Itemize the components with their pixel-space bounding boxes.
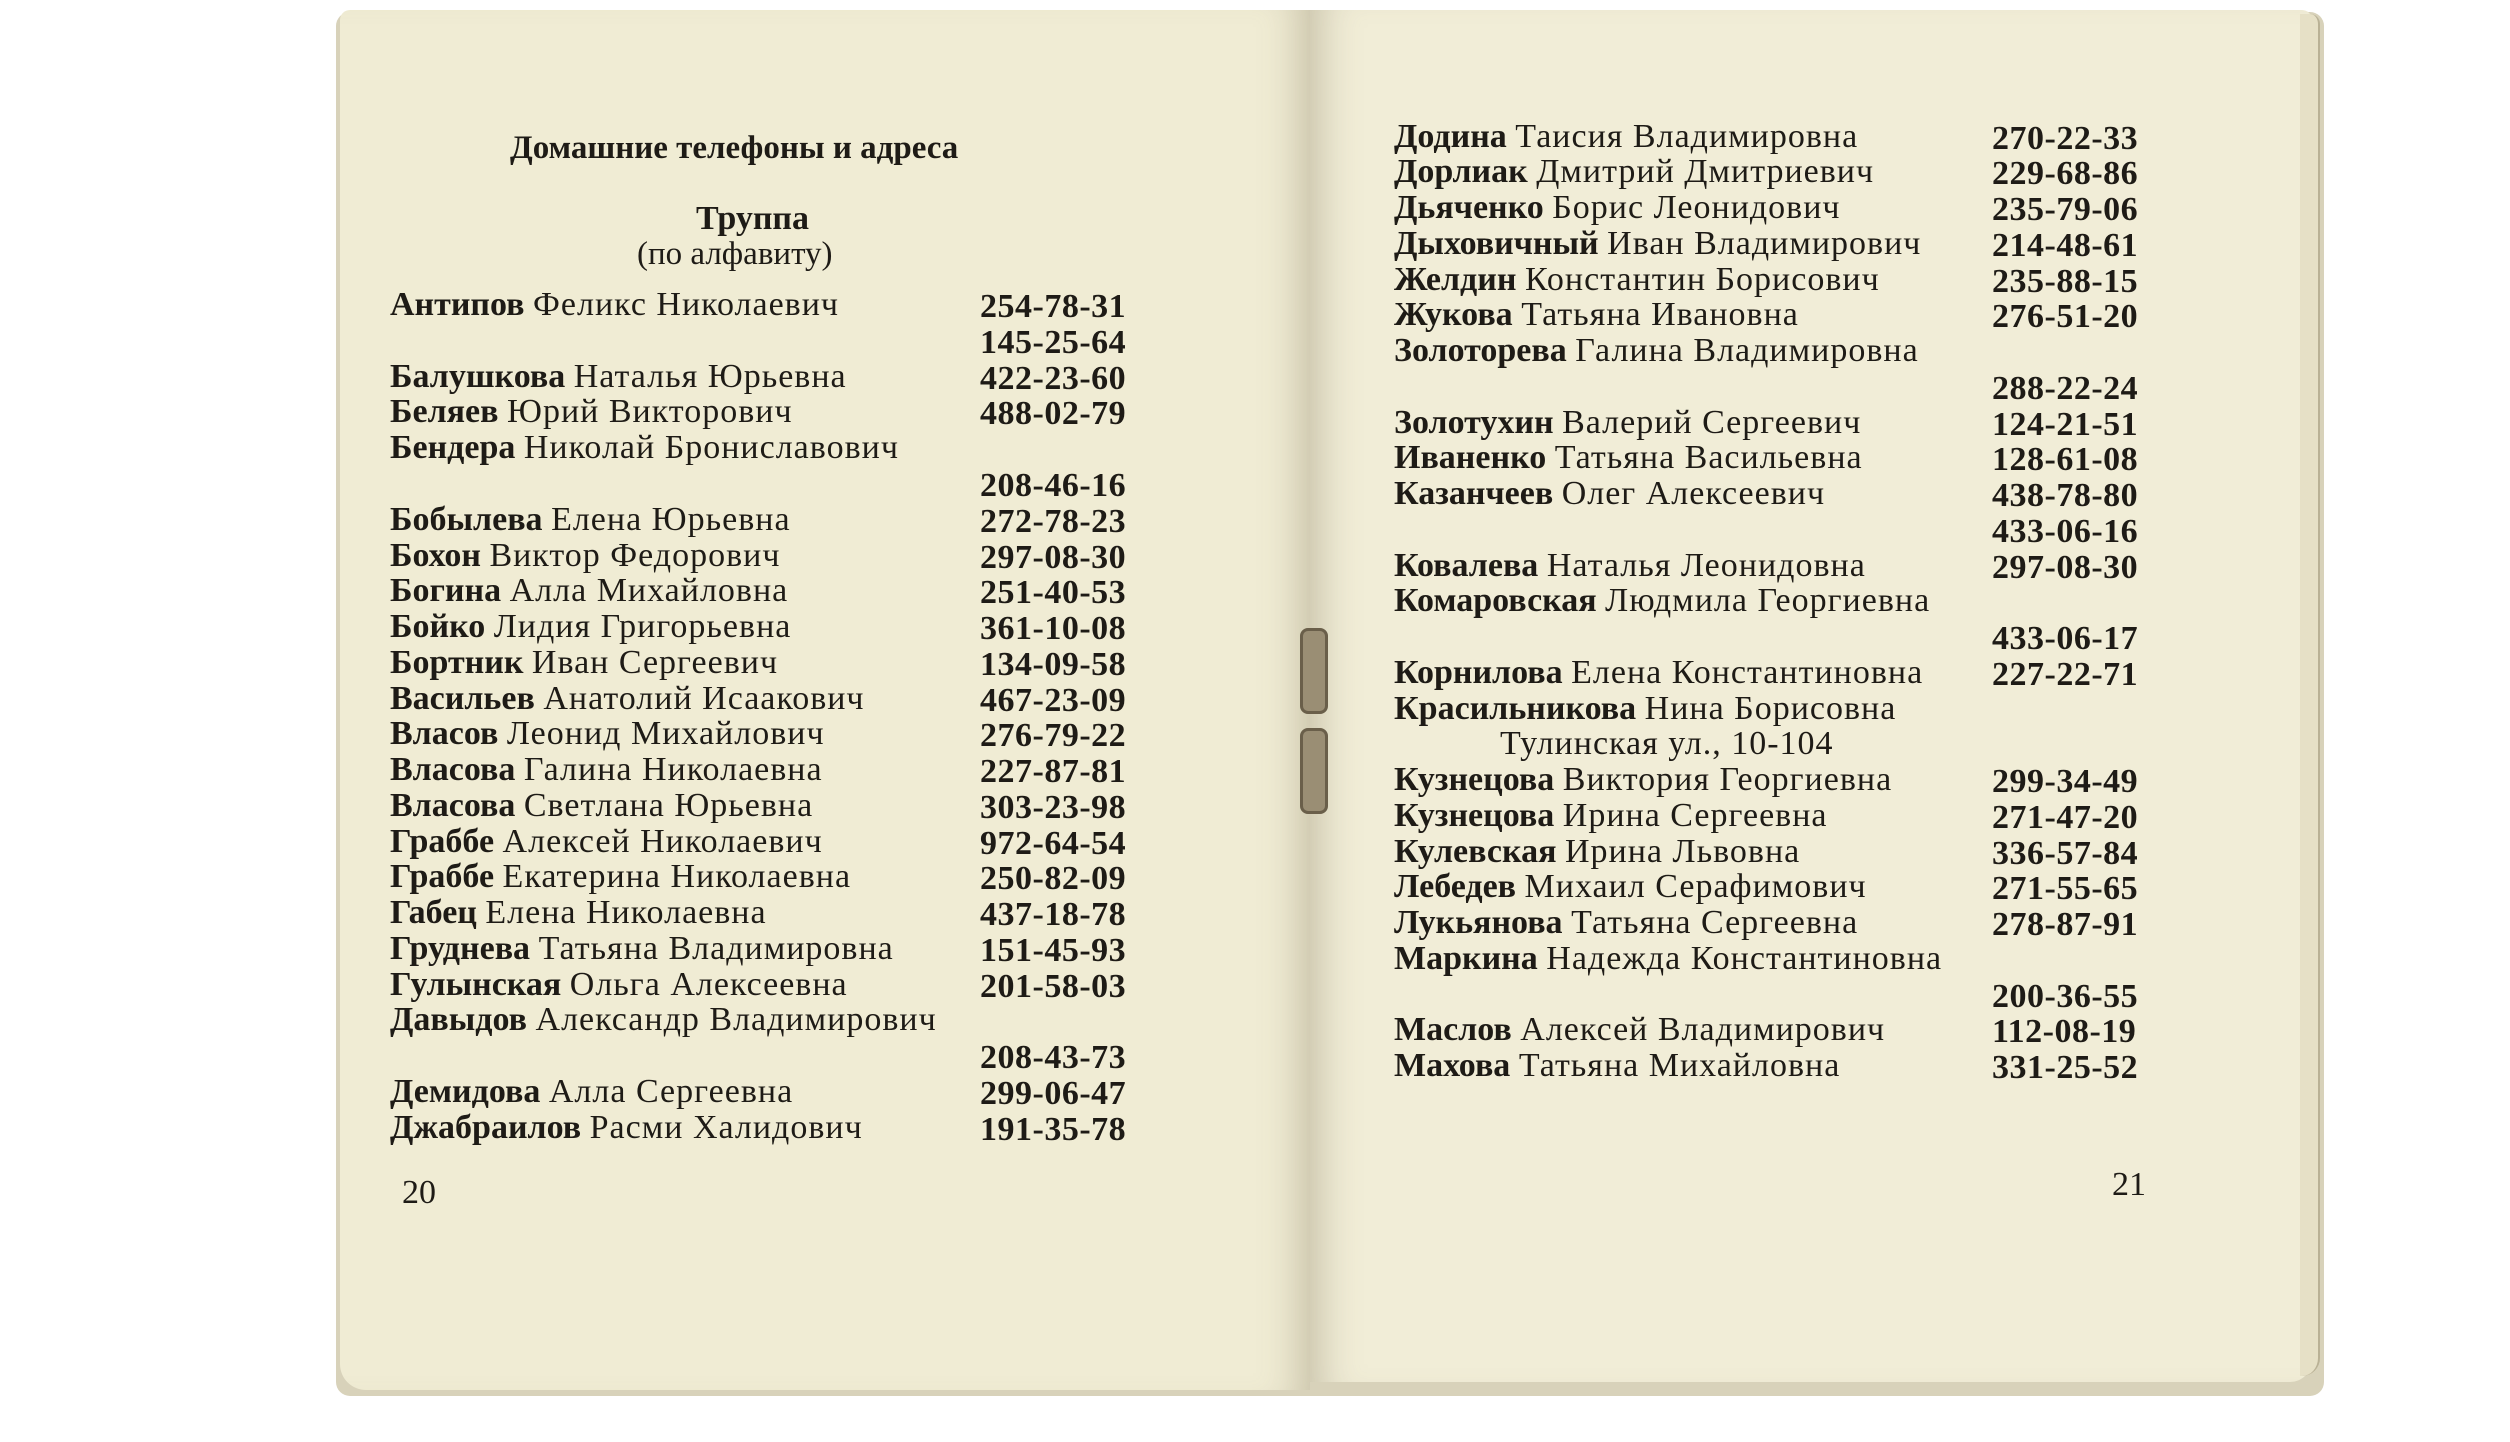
entry-surname: Балушкова — [390, 358, 566, 395]
entry-given-names: Олег Алексеевич — [1561, 475, 1826, 512]
entry-surname: Дыховичный — [1394, 225, 1599, 262]
entry-name — [390, 682, 865, 716]
entry-given-names: Алексей Владимирович — [1520, 1011, 1886, 1048]
entry-phone: 271-47-20 — [1992, 799, 2139, 836]
entry-name — [390, 646, 778, 680]
entry-surname: Васильев — [390, 680, 535, 717]
entry-phone: 145-25-64 — [980, 324, 1127, 361]
entry-surname: Жукова — [1394, 296, 1513, 333]
entry-surname: Красильникова — [1394, 690, 1637, 727]
entry-name — [1500, 727, 1834, 761]
entry-name — [390, 932, 894, 966]
entry-surname: Комаровская — [1394, 582, 1597, 619]
entry-given-names: Ирина Сергеевна — [1562, 797, 1828, 834]
entry-surname: Власова — [390, 787, 516, 824]
entry-given-names: Расми Халидович — [589, 1109, 863, 1146]
entry-phone: 437-18-78 — [980, 896, 1127, 933]
entry-name — [390, 717, 825, 751]
entry-surname: Бортник — [390, 644, 524, 681]
entry-phone: 272-78-23 — [980, 503, 1127, 540]
entry-given-names: Татьяна Сергеевна — [1571, 904, 1859, 941]
entry-given-names: Галина Владимировна — [1575, 332, 1919, 369]
entry-surname: Груднева — [390, 930, 531, 967]
entry-given-names: Екатерина Николаевна — [502, 858, 852, 895]
entry-name — [1394, 477, 1825, 511]
entry-name — [390, 395, 793, 429]
entry-surname: Махова — [1394, 1047, 1511, 1084]
entry-name — [1394, 155, 1874, 189]
entry-given-names: Дмитрий Дмитриевич — [1536, 153, 1875, 190]
entry-surname: Ковалева — [1394, 547, 1539, 584]
entry-phone: 124-21-51 — [1992, 406, 2139, 443]
entry-name — [1394, 120, 1858, 154]
staple-top — [1300, 628, 1328, 714]
entry-surname: Антипов — [390, 286, 525, 323]
entry-name — [1394, 1049, 1840, 1083]
entry-surname: Лукьянова — [1394, 904, 1563, 941]
entry-phone: 271-55-65 — [1992, 870, 2139, 907]
entry-name — [1394, 334, 1919, 368]
entry-name — [390, 896, 767, 930]
entry-name — [390, 610, 791, 644]
entry-given-names: Елена Николаевна — [485, 894, 767, 931]
entry-surname: Дорлиак — [1394, 153, 1528, 190]
entry-given-names: Иван Владимирович — [1607, 225, 1922, 262]
entry-phone: 297-08-30 — [1992, 549, 2139, 586]
entry-name — [1394, 441, 1863, 475]
entry-surname: Маслов — [1394, 1011, 1512, 1048]
entry-given-names: Борис Леонидович — [1552, 189, 1841, 226]
entry-given-names: Галина Николаевна — [523, 751, 823, 788]
entry-phone: 278-87-91 — [1992, 906, 2139, 943]
entry-phone: 251-40-53 — [980, 574, 1127, 611]
entry-phone: 299-34-49 — [1992, 763, 2139, 800]
entry-given-names: Александр Владимирович — [535, 1001, 937, 1038]
entry-given-names: Елена Юрьевна — [551, 501, 791, 538]
entry-given-names: Юрий Викторович — [507, 393, 793, 430]
entry-surname: Лебедев — [1394, 868, 1517, 905]
entry-phone: 303-23-98 — [980, 789, 1127, 826]
entry-name — [1394, 692, 1896, 726]
entry-given-names: Алла Сергеевна — [548, 1073, 794, 1110]
entry-surname: Кузнецова — [1394, 761, 1555, 798]
entry-given-names: Людмила Георгиевна — [1605, 582, 1931, 619]
entry-phone: 433-06-16 — [1992, 513, 2139, 550]
entry-phone: 214-48-61 — [1992, 227, 2139, 264]
entry-given-names: Константин Борисович — [1524, 261, 1880, 298]
entry-name — [390, 503, 791, 537]
page-edges — [2300, 14, 2320, 1376]
entry-phone: 276-79-22 — [980, 717, 1127, 754]
page-number-right: 21 — [2112, 1166, 2146, 1203]
entry-given-names: Алла Михайловна — [509, 572, 789, 609]
entry-name — [390, 968, 848, 1002]
entry-surname: Бендера — [390, 429, 516, 466]
staple-bottom — [1300, 728, 1328, 814]
entry-name — [1394, 763, 1892, 797]
entry-phone: 288-22-24 — [1992, 370, 2139, 407]
entry-name — [390, 431, 899, 465]
entry-surname: Корнилова — [1394, 654, 1563, 691]
entry-name — [390, 574, 788, 608]
entry-phone: 276-51-20 — [1992, 298, 2139, 335]
entry-name — [1394, 263, 1880, 297]
entry-surname: Джабраилов — [390, 1109, 582, 1146]
entry-phone: 361-10-08 — [980, 610, 1127, 647]
entry-name — [390, 539, 780, 573]
entry-surname: Дьяченко — [1394, 189, 1544, 226]
entry-phone: 227-22-71 — [1992, 656, 2139, 693]
entry-name — [390, 1003, 937, 1037]
entry-name — [390, 825, 823, 859]
entry-surname: Кузнецова — [1394, 797, 1555, 834]
entry-phone: 250-82-09 — [980, 860, 1127, 897]
entry-phone: 200-36-55 — [1992, 978, 2139, 1015]
group-subtitle: (по алфавиту) — [637, 236, 833, 272]
entry-phone: 488-02-79 — [980, 395, 1127, 432]
entry-phone: 336-57-84 — [1992, 835, 2139, 872]
entry-phone: 299-06-47 — [980, 1075, 1127, 1112]
entry-phone: 254-78-31 — [980, 288, 1127, 325]
entry-name — [390, 860, 851, 894]
entry-surname: Казанчеев — [1394, 475, 1554, 512]
entry-phone: 134-09-58 — [980, 646, 1127, 683]
entry-phone: 235-88-15 — [1992, 263, 2139, 300]
entry-name — [390, 1111, 863, 1145]
entry-phone: 297-08-30 — [980, 539, 1127, 576]
entry-name — [1394, 656, 1923, 690]
entry-surname: Беляев — [390, 393, 499, 430]
entry-surname: Граббе — [390, 823, 495, 860]
entry-surname: Власова — [390, 751, 516, 788]
entry-name — [1394, 870, 1867, 904]
entry-given-names: Иван Сергеевич — [531, 644, 779, 681]
entry-phone: 972-64-54 — [980, 825, 1127, 862]
entry-given-names: Леонид Михайлович — [506, 715, 825, 752]
entry-name — [1394, 835, 1800, 869]
entry-given-names: Феликс Николаевич — [533, 286, 840, 323]
entry-surname: Бохон — [390, 537, 481, 574]
entry-surname: Додина — [1394, 118, 1507, 155]
entry-given-names: Михаил Серафимович — [1524, 868, 1867, 905]
section-heading: Домашние телефоны и адреса — [510, 130, 959, 166]
entry-given-names: Ольга Алексеевна — [569, 966, 848, 1003]
entry-given-names: Надежда Константиновна — [1546, 940, 1943, 977]
entry-given-names: Татьяна Михайловна — [1518, 1047, 1841, 1084]
entry-name — [1394, 799, 1828, 833]
entry-phone: 227-87-81 — [980, 753, 1127, 790]
entry-surname: Бобылева — [390, 501, 543, 538]
entry-phone: 438-78-80 — [1992, 477, 2139, 514]
entry-phone: 151-45-93 — [980, 932, 1127, 969]
entry-surname: Кулевская — [1394, 833, 1557, 870]
entry-phone: 331-25-52 — [1992, 1049, 2139, 1086]
entry-surname: Богина — [390, 572, 502, 609]
entry-given-names: Виктория Георгиевна — [1562, 761, 1893, 798]
entry-surname: Гулынская — [390, 966, 562, 1003]
entry-phone: 229-68-86 — [1992, 155, 2139, 192]
entry-given-names: Анатолий Исаакович — [543, 680, 865, 717]
entry-name — [390, 789, 813, 823]
entry-phone: 191-35-78 — [980, 1111, 1127, 1148]
entry-name — [1394, 942, 1942, 976]
entry-phone: 467-23-09 — [980, 682, 1127, 719]
entry-surname: Бойко — [390, 608, 486, 645]
entry-name — [1394, 191, 1841, 225]
entry-given-names: Лидия Григорьевна — [493, 608, 792, 645]
entry-phone: 128-61-08 — [1992, 441, 2139, 478]
entry-given-names: Алексей Николаевич — [502, 823, 823, 860]
entry-surname: Маркина — [1394, 940, 1538, 977]
entry-phone: 270-22-33 — [1992, 120, 2139, 157]
entry-name — [1394, 298, 1799, 332]
entry-name — [390, 753, 823, 787]
group-title: Труппа — [696, 200, 810, 237]
entry-given-names: Татьяна Ивановна — [1521, 296, 1799, 333]
entry-surname: Желдин — [1394, 261, 1517, 298]
entry-name — [1394, 1013, 1885, 1047]
entry-surname: Габец — [390, 894, 477, 931]
entry-given-names: Татьяна Владимировна — [538, 930, 894, 967]
entry-phone: 112-08-19 — [1992, 1013, 2137, 1050]
entry-phone: 235-79-06 — [1992, 191, 2139, 228]
entry-name — [1394, 227, 1921, 261]
page-number-left: 20 — [402, 1174, 436, 1211]
entry-given-names: Таисия Владимировна — [1515, 118, 1859, 155]
entry-phone: 433-06-17 — [1992, 620, 2139, 657]
entry-phone: 208-46-16 — [980, 467, 1127, 504]
entry-surname: Золотухин — [1394, 404, 1554, 441]
entry-phone: 422-23-60 — [980, 360, 1127, 397]
entry-name — [390, 288, 839, 322]
entry-given-names: Светлана Юрьевна — [523, 787, 814, 824]
entry-given-names: Ирина Львовна — [1564, 833, 1801, 870]
entry-surname: Давыдов — [390, 1001, 528, 1038]
entry-surname: Золоторева — [1394, 332, 1567, 369]
entry-surname: Иваненко — [1394, 439, 1547, 476]
entry-surname: Граббе — [390, 858, 495, 895]
entry-address: Тулинская ул., 10-104 — [1500, 725, 1834, 762]
entry-given-names: Татьяна Васильевна — [1554, 439, 1863, 476]
entry-surname: Власов — [390, 715, 499, 752]
entry-phone: 201-58-03 — [980, 968, 1127, 1005]
entry-given-names: Наталья Леонидовна — [1546, 547, 1866, 584]
entry-given-names: Валерий Сергеевич — [1562, 404, 1862, 441]
entry-surname: Демидова — [390, 1073, 541, 1110]
entry-name — [1394, 406, 1861, 440]
entry-given-names: Николай Брониславович — [523, 429, 899, 466]
entry-given-names: Елена Константиновна — [1571, 654, 1924, 691]
entry-name — [390, 1075, 793, 1109]
entry-given-names: Наталья Юрьевна — [573, 358, 847, 395]
entry-phone: 208-43-73 — [980, 1039, 1127, 1076]
entry-name — [1394, 906, 1858, 940]
entry-given-names: Виктор Федорович — [489, 537, 781, 574]
entry-name — [1394, 584, 1930, 618]
entry-name — [1394, 549, 1866, 583]
entry-given-names: Нина Борисовна — [1644, 690, 1897, 727]
entry-name — [390, 360, 847, 394]
